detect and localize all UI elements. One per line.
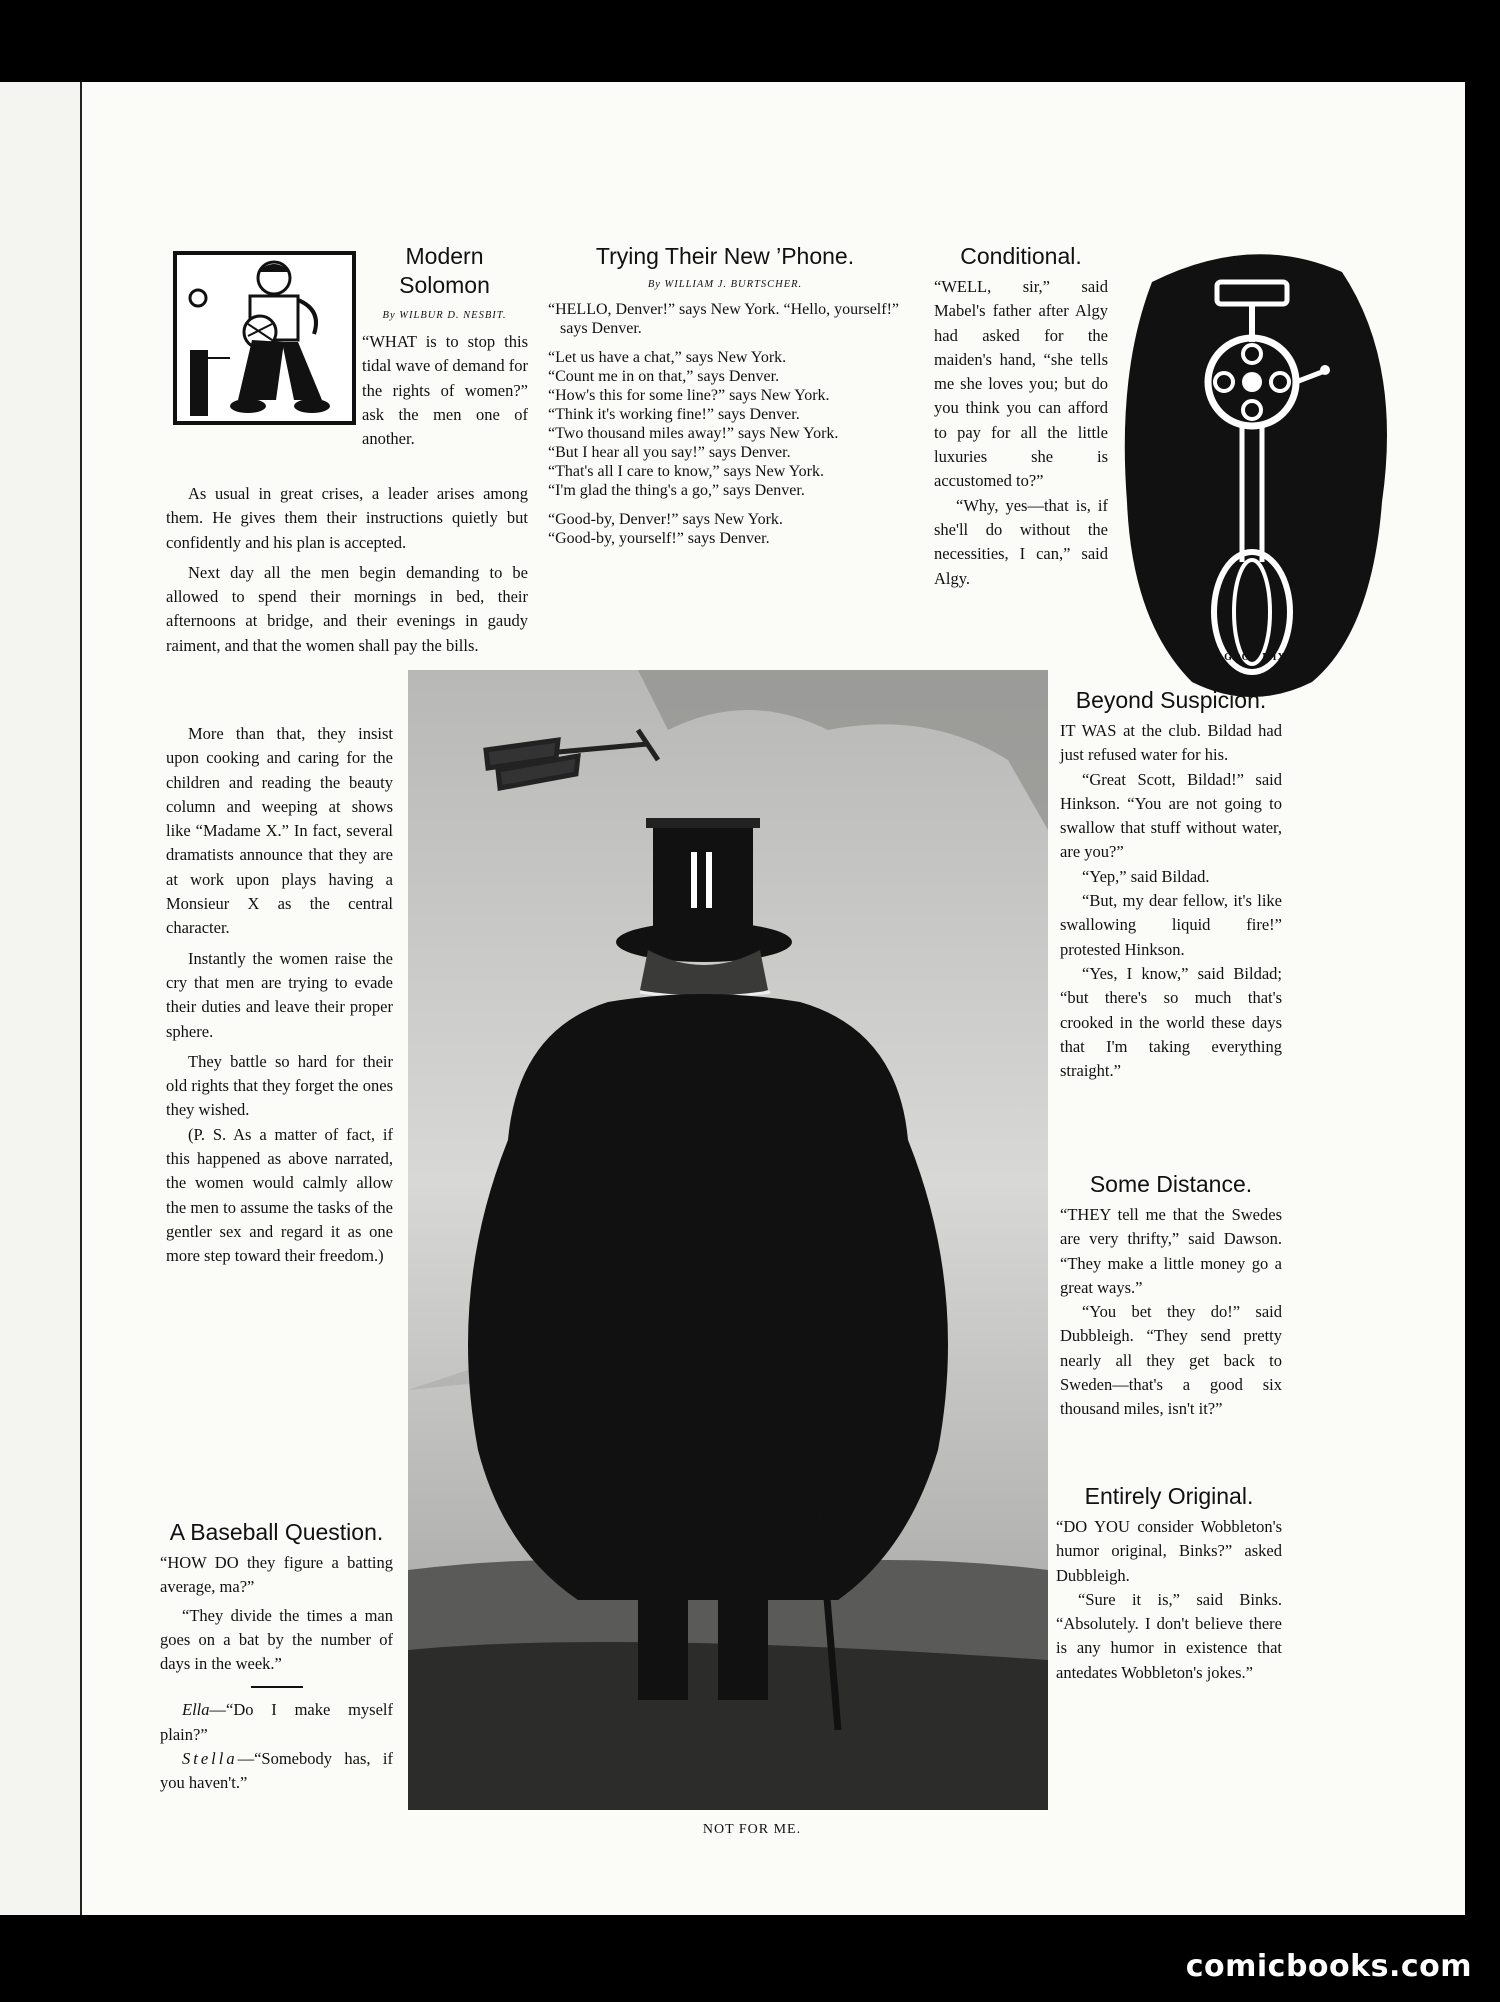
suspicion-para: IT WAS at the club. Bildad had just refused water for his. bbox=[1060, 721, 1282, 765]
baseball-article bbox=[160, 1518, 393, 1796]
illustration-caption: NOT FOR ME. bbox=[702, 1822, 802, 1837]
scan-bottom-border bbox=[0, 1915, 1500, 2002]
distance-para: “THEY tell me that the Swedes are very thrifty,” said Dawson. “They make a little money go a great ways.” bbox=[1060, 1205, 1282, 1297]
conditional-para: “WELL, sir,” said Mabel's father after Algy had asked for the maiden's hand, “she tells me she loves you; but do you think you can afford to pay for all the little luxuries she is accustomed to?” bbox=[934, 277, 1108, 491]
phone-line: “Count me in on that,” says Denver. bbox=[548, 368, 780, 385]
conditional-title: Conditional. bbox=[960, 243, 1082, 269]
stella-name: Stella bbox=[182, 1749, 238, 1769]
phone-line: “How's this for some line?” says New York. bbox=[548, 387, 830, 404]
solomon-body-wrap bbox=[166, 330, 528, 451]
solomon-para: They battle so hard for their old rights that they forget the ones they wished. bbox=[166, 1051, 393, 1120]
baseball-answer: “They divide the times a man goes on a bat by the number of days in the week.” bbox=[160, 1605, 393, 1674]
solomon-para: Instantly the women raise the cry that men are trying to evade their duties and leave their proper sphere. bbox=[166, 948, 393, 1041]
solomon-body-narrow bbox=[166, 722, 393, 1269]
original-article bbox=[1056, 1482, 1282, 1685]
baseball-title: A Baseball Question. bbox=[169, 1519, 384, 1545]
solomon-first-para: “WHAT is to stop this tidal wave of demand for the rights of women?” ask the men one of another. bbox=[362, 332, 528, 449]
scan-top-border bbox=[0, 0, 1500, 82]
facing-page-edge bbox=[0, 82, 82, 1915]
solomon-para: As usual in great crises, a leader arises among them. He gives them their instructions quietly but confidently and his plan is accepted. bbox=[166, 484, 528, 552]
phone-line: “Think it's working fine!” says Denver. bbox=[548, 406, 800, 423]
suspicion-para: “Yep,” said Bildad. bbox=[1082, 866, 1210, 886]
solomon-byline: By WILBUR D. NESBIT. bbox=[382, 310, 507, 321]
section-rule bbox=[251, 1686, 303, 1688]
ella-name: Ella bbox=[182, 1700, 210, 1720]
phone-line: “Let us have a chat,” says New York. bbox=[548, 349, 787, 366]
phone-line: “HELLO, Denver!” says New York. “Hello, yourself!” says Denver. bbox=[548, 301, 900, 337]
solomon-para: (P. S. As a matter of fact, if this happened as above narrated, the women would calmly allow the men to assume the tasks of the gentler sex and regard it as one more step toward their freedom.) bbox=[166, 1124, 393, 1266]
ella-line: Ella—“Do I make myself plain?” bbox=[160, 1700, 393, 1744]
distance-article bbox=[1060, 1170, 1282, 1422]
original-para: “Sure it is,” said Binks. “Absolutely. I don't believe there is any humor in existence that antedates Wobbleton's jokes.” bbox=[1056, 1589, 1282, 1682]
baseball-question: “HOW DO they figure a batting average, ma?” bbox=[160, 1553, 393, 1597]
original-para: “DO YOU consider Wobbleton's humor original, Binks?” asked Dubbleigh. bbox=[1056, 1517, 1282, 1585]
phone-line: “But I hear all you say!” says Denver. bbox=[548, 444, 791, 461]
distance-title: Some Distance. bbox=[1089, 1171, 1253, 1197]
phone-line: “I'm glad the thing's a go,” says Denver. bbox=[548, 482, 805, 499]
solomon-para: Next day all the men begin demanding to be allowed to spend their mornings in bed, their afternoons at bridge, and their evenings in gaudy raiment, and that the women shall pay the bills. bbox=[166, 562, 528, 655]
suspicion-para: “But, my dear fellow, it's like swallowing liquid fire!” protested Hinkson. bbox=[1060, 891, 1282, 959]
suspicion-title: Beyond Suspicion. bbox=[1075, 687, 1267, 713]
top-hat-man-illustration bbox=[408, 670, 1048, 1810]
solomon-para: More than that, they insist upon cooking and caring for the children and reading the beauty column and weeping at shows like “Madame X.” In fact, several dramatists announce that they are at work upon plays having a Monsieur X as the central character. bbox=[166, 724, 393, 938]
phone-line: “That's all I care to know,” says New York. bbox=[548, 463, 824, 480]
phone-byline: By WILLIAM J. BURTSCHER. bbox=[647, 279, 803, 290]
suspicion-para: “Great Scott, Bildad!” said Hinkson. “You are not going to swallow that stuff without water, are you?” bbox=[1060, 769, 1282, 862]
stella-line: Stella—“Somebody has, if you haven't.” bbox=[160, 1749, 393, 1793]
mixer-caption: A GOOD MIXER. bbox=[1212, 652, 1306, 663]
solomon-title: Modern Solomon bbox=[399, 243, 490, 298]
solomon-article bbox=[362, 242, 527, 334]
suspicion-article bbox=[1060, 686, 1282, 1083]
phone-line: “Good-by, Denver!” says New York. bbox=[548, 511, 783, 528]
magazine-page bbox=[82, 82, 1465, 1915]
solomon-body bbox=[166, 482, 528, 658]
conditional-article bbox=[934, 242, 1108, 591]
phone-line: “Two thousand miles away!” says New York. bbox=[548, 425, 839, 442]
watermark-text: comicbooks.com bbox=[1185, 1949, 1472, 1984]
distance-para: “You bet they do!” said Dubbleigh. “They send pretty nearly all they get back to Sweden—that's a good six thousand miles, isn't it?” bbox=[1060, 1302, 1282, 1419]
suspicion-para: “Yes, I know,” said Bildad; “but there's so much that's crooked in the world these days that I'm taking everything straight.” bbox=[1060, 963, 1282, 1081]
phone-article bbox=[548, 242, 902, 548]
phone-line: “Good-by, yourself!” says Denver. bbox=[548, 530, 770, 547]
conditional-para: “Why, yes—that is, if she'll do without the necessities, I can,” said Algy. bbox=[934, 495, 1108, 588]
phone-title: Trying Their New ’Phone. bbox=[595, 243, 855, 269]
original-title: Entirely Original. bbox=[1084, 1483, 1254, 1509]
